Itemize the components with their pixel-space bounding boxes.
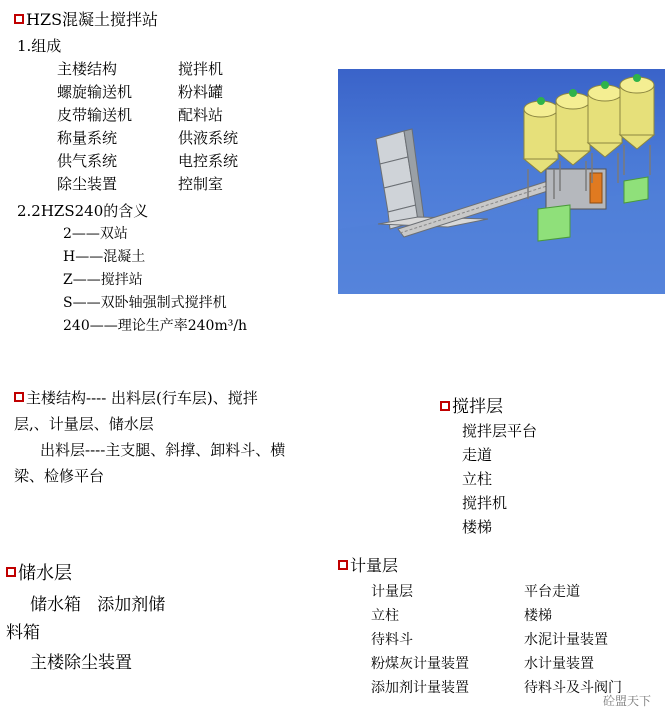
main-structure-line4: 梁、检修平台 xyxy=(14,467,105,485)
metering-layer-title-text: 计量层 xyxy=(350,556,399,575)
component-item: 主楼结构 xyxy=(57,60,118,78)
main-structure-text-1: 主楼结构---- 出料层(行车层)、搅拌 xyxy=(26,389,258,407)
metering-item: 待料斗 xyxy=(371,632,413,648)
metering-layer-title xyxy=(338,554,398,578)
bullet-square-icon xyxy=(440,401,450,411)
metering-item: 粉煤灰计量装置 xyxy=(371,656,469,672)
metering-item: 楼梯 xyxy=(524,608,552,624)
mixing-layer-title-text: 搅拌层 xyxy=(452,397,503,417)
component-item: 电控系统 xyxy=(178,152,239,170)
water-layer-line1: 储水箱 添加剂储 xyxy=(30,595,166,615)
bullet-square-icon xyxy=(6,567,16,577)
meaning-item: H——混凝土 xyxy=(63,249,146,265)
component-item: 搅拌机 xyxy=(178,60,224,78)
component-item: 粉料罐 xyxy=(178,83,224,101)
section2-heading: 2.2HZS240的含义 xyxy=(17,202,149,220)
mixing-plant-drawing xyxy=(338,69,665,294)
component-item: 供气系统 xyxy=(57,152,118,170)
water-layer-title-text: 储水层 xyxy=(18,563,72,584)
page-title-text: HZS混凝土搅拌站 xyxy=(26,10,159,29)
bullet-square-icon xyxy=(14,14,24,24)
meaning-item: Z——搅拌站 xyxy=(63,272,143,288)
component-item: 控制室 xyxy=(178,175,224,193)
meaning-item: S——双卧轴强制式搅拌机 xyxy=(63,295,227,311)
metering-item: 计量层 xyxy=(371,584,413,600)
metering-item: 平台走道 xyxy=(524,584,580,600)
component-item: 配料站 xyxy=(178,106,224,124)
meaning-list xyxy=(63,223,247,338)
bullet-square-icon xyxy=(338,560,348,570)
mixing-layer-list xyxy=(462,419,537,539)
main-structure-line3: 出料层----主支腿、斜撑、卸料斗、横 xyxy=(40,441,286,459)
mixing-layer-title xyxy=(440,394,503,421)
metering-right-list xyxy=(524,580,622,700)
metering-left-list xyxy=(371,580,469,700)
metering-item: 水计量装置 xyxy=(524,656,594,672)
bullet-square-icon xyxy=(14,392,24,402)
main-structure-line1 xyxy=(14,386,258,410)
component-item: 除尘装置 xyxy=(57,175,118,193)
water-layer-line2: 料箱 xyxy=(6,623,40,643)
page-title xyxy=(14,7,158,30)
section1-heading: 1.组成 xyxy=(17,37,62,55)
water-layer-line3: 主楼除尘装置 xyxy=(30,653,132,673)
metering-item: 待料斗及斗阀门 xyxy=(524,680,622,696)
mixing-plant-illustration xyxy=(338,69,665,294)
watermark: 砼盟天下 xyxy=(602,694,651,708)
meaning-item: 240——理论生产率240m³/h xyxy=(63,318,248,334)
water-layer-title xyxy=(6,560,72,588)
component-item: 皮带输送机 xyxy=(57,106,133,124)
mixing-layer-item: 楼梯 xyxy=(462,518,493,536)
component-item: 螺旋输送机 xyxy=(57,83,133,101)
metering-item: 立柱 xyxy=(371,608,399,624)
metering-item: 添加剂计量装置 xyxy=(371,680,469,696)
metering-item: 水泥计量装置 xyxy=(524,632,608,648)
meaning-item: 2——双站 xyxy=(63,226,128,242)
main-structure-line2: 层,、计量层、储水层 xyxy=(14,415,154,433)
mixing-layer-item: 立柱 xyxy=(462,470,493,488)
mixing-layer-item: 搅拌层平台 xyxy=(462,422,538,440)
powder-silos xyxy=(524,74,654,173)
mixing-layer-item: 走道 xyxy=(462,446,493,464)
component-item: 称量系统 xyxy=(57,129,118,147)
mixing-layer-item: 搅拌机 xyxy=(462,494,508,512)
component-item: 供液系统 xyxy=(178,129,239,147)
